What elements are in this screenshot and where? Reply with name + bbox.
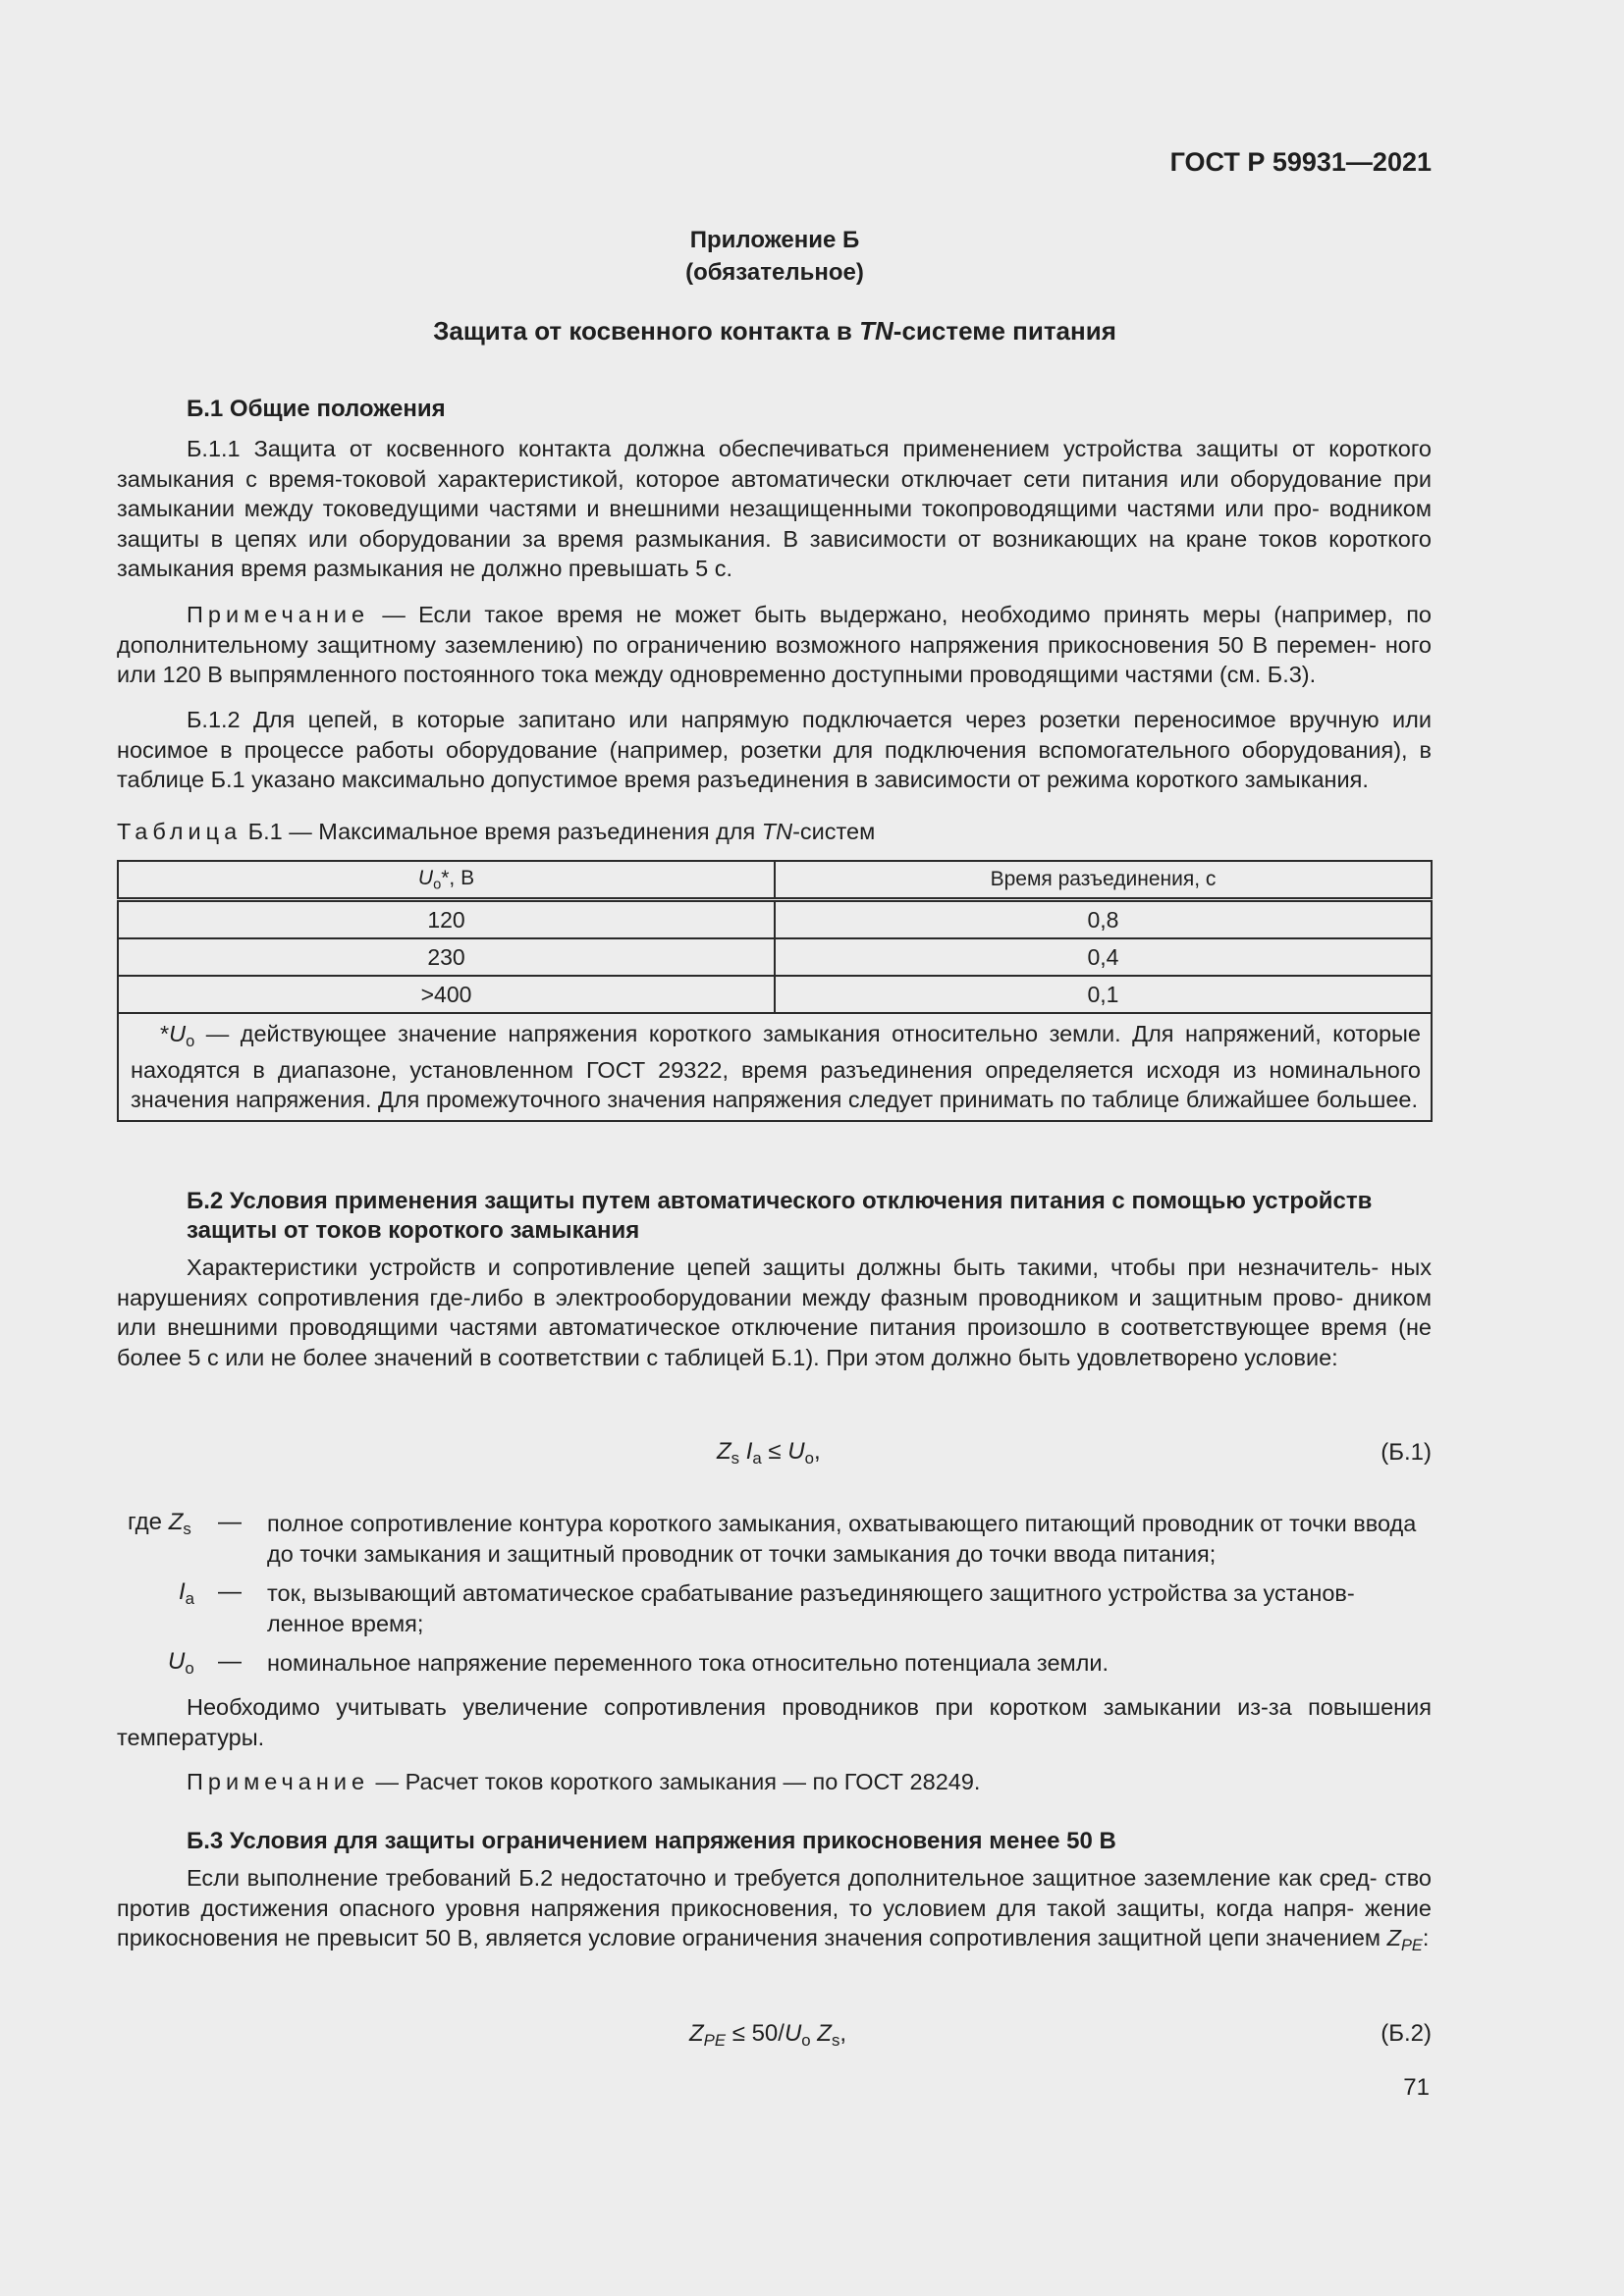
f2-u: U [784,2020,802,2047]
table-caption [117,819,875,845]
def-uo-label [168,1648,194,1679]
f2-mid: ≤ 50/ [726,2020,785,2047]
def-dash: — [218,1578,242,1605]
f2-z2: Z [810,2020,832,2047]
f1-i: I [745,1438,753,1465]
f1-z-sub: s [731,1449,740,1468]
heading-text-end: -системе питания [893,316,1116,346]
def-zs-sym: Z [168,1509,184,1535]
note-text: — Расчет токов короткого замыкания — по ГОСТ 28249. [369,1769,981,1794]
def-dash: — [218,1648,242,1675]
footnote-u: U [169,1021,187,1046]
f2-z2-sub: s [831,2031,840,2051]
f2-z-sub: PE [703,2031,727,2051]
table-header-time: Время разъединения, с [775,861,1432,900]
table-caption-end: -систем [792,819,876,844]
b3-zpe-sub: PE [1400,1936,1423,1954]
document-code: ГОСТ Р 59931—2021 [1169,147,1432,177]
section-b1-heading: Б.1 Общие положения [187,396,446,422]
b3-text: Если выполнение требований Б.2 недостаточно и требуется дополнительное защитное заземление как сред- ство против достижения опасного уровня напряжения прикосновения, то условием для такой защиты, когда напря- жение прикосновения не превысит 50 В, является условие ограничения значения сопротивления защитной цепи значением [117,1865,1432,1950]
table-cell-voltage: >400 [118,976,775,1013]
table-caption-em: TN [761,819,793,844]
def-where [128,1509,191,1539]
b3-end: : [1422,1925,1430,1950]
def-uo-text: номинальное напряжение переменного тока относительно потенциала земли. [267,1650,1110,1676]
footnote-text: — действующее значение напряжения короткого замыкания относительно земли. Для напряжений, которые находятся в диапазоне, установленном ГОСТ 29322, время разъединения определяется исходя из номинального значения напряжения. Для промежуточного значения напряжения следует принимать по таблице ближайшее большее. [131,1021,1421,1112]
paragraph-b1-1: Б.1.1 Защита от косвенного контакта должна обеспечиваться применением устройства защиты от короткого замыкания с время-токовой характеристикой, которое автоматически отключает сети питания или оборудование при замыкании между токоведущими частями и внешними незащищенными токопроводящими частями или про- водником защиты в цепях или оборудовании за время размыкания. В зависимости от возникающих на кране токов короткого замыкания время размыкания не должно превышать 5 с. [117,436,1432,581]
def-ia-text: ток, вызывающий автоматическое срабатывание разъединяющего защитного устройства за установ- ленное время; [267,1580,1355,1636]
header-u: U [417,866,434,889]
def-zs-text: полное сопротивление контура короткого замыкания, охватывающего питающий проводник от точки ввода до точки замыкания и защитный проводник от точки замыкания до точки ввода питания; [267,1511,1417,1567]
def-ia-sub: a [185,1589,195,1609]
def-zs-sub: s [183,1520,191,1539]
formula-b2-number: (Б.2) [1380,2020,1432,2047]
paragraph-b2-1: Характеристики устройств и сопротивление цепей защиты должны быть такими, чтобы при незначитель- ных нарушениях сопротивления где-либо в электрооборудовании между фазным проводником и защитным прово- дником или внешними проводящими частями автоматическое отключение питания произошло в соответствующее время (не более 5 с или не более значений в соответствии с таблицей Б.1). При этом должно быть удовлетворено условие: [117,1255,1432,1370]
table-row [118,900,1432,939]
disconnection-time-table [117,860,1433,1122]
f1-u: U [787,1438,805,1465]
where-word: где [128,1509,163,1535]
table-cell-time: 0,4 [775,938,1432,976]
appendix-heading [117,316,1433,347]
def-ia-sym: I [179,1578,186,1605]
def-uo-sym: U [168,1648,186,1675]
table-row [118,976,1432,1013]
note-b2 [117,1767,1432,1797]
def-ia-label [179,1578,194,1609]
def-dash: — [218,1509,242,1535]
f1-i-sub: a [752,1449,762,1468]
table-cell-voltage: 120 [118,900,775,939]
header-u-sub: o [433,877,442,893]
header-u-unit: *, В [441,866,475,889]
note-label: Примечание [187,1769,370,1794]
table-row [118,938,1432,976]
f2-end: , [839,2020,847,2047]
section-b2-heading: Б.2 Условия применения защиты путем автоматического отключения питания с помощью устройств защиты от токов короткого замыкания [187,1188,1373,1244]
note-b1 [117,600,1432,690]
table-caption-text: Б.1 — Максимальное время разъединения для [242,819,762,844]
b3-zpe-sym: Z [1386,1925,1401,1950]
section-b3-heading: Б.3 Условия для защиты ограничением напряжения прикосновения менее 50 В [187,1828,1116,1854]
f1-z: Z [717,1438,731,1465]
footnote-mark: * [160,1021,170,1046]
note-text: — Если такое время не может быть выдержано, необходимо принять меры (например, по дополнительному защитному заземлению) по ограничению возможного напряжения прикосновения 50 В перемен- ного или 120 В выпрямленного постоянного тока между одновременно доступными проводящими частями (см. Б.3). [117,602,1432,687]
footnote-u-sub: o [186,1032,195,1050]
formula-b1 [717,1438,821,1468]
f1-end: , [813,1438,821,1465]
appendix-title [117,224,1433,289]
f1-u-sub: o [804,1449,814,1468]
table-footnote-row [118,1013,1432,1121]
def-uo-sub: o [185,1659,194,1679]
table-header-row [118,861,1432,900]
appendix-name: Приложение Б [689,227,860,253]
paragraph-b2-2: Необходимо учитывать увеличение сопротивления проводников при коротком замыкании из-за повышения температуры. [117,1694,1432,1750]
note-label: Примечание [187,602,370,627]
table-caption-label: Таблица [117,819,243,844]
formula-b1-number: (Б.1) [1380,1439,1432,1466]
paragraph-b1-2: Б.1.2 Для цепей, в которые запитано или напрямую подключается через розетки переносимое вручную или носимое в процессе работы оборудование (например, розетки для подключения вспомогательного оборудования), в таблице Б.1 указано максимально допустимое время разъединения в зависимости от режима короткого замыкания. [117,707,1432,792]
table-cell-time: 0,8 [775,900,1432,939]
f2-z: Z [689,2020,704,2047]
f2-u-sub: o [801,2031,811,2051]
table-footnote [118,1013,1432,1121]
table-cell-time: 0,1 [775,976,1432,1013]
heading-em: TN [859,316,893,346]
paragraph-b3-1 [117,1863,1432,1960]
appendix-status: (обязательное) [685,259,864,286]
f1-rel: ≤ [761,1438,788,1465]
heading-text: Защита от косвенного контакта в [433,316,860,346]
table-cell-voltage: 230 [118,938,775,976]
page-number: 71 [1403,2074,1430,2101]
formula-b2 [689,2020,846,2051]
table-header-voltage [118,861,775,900]
